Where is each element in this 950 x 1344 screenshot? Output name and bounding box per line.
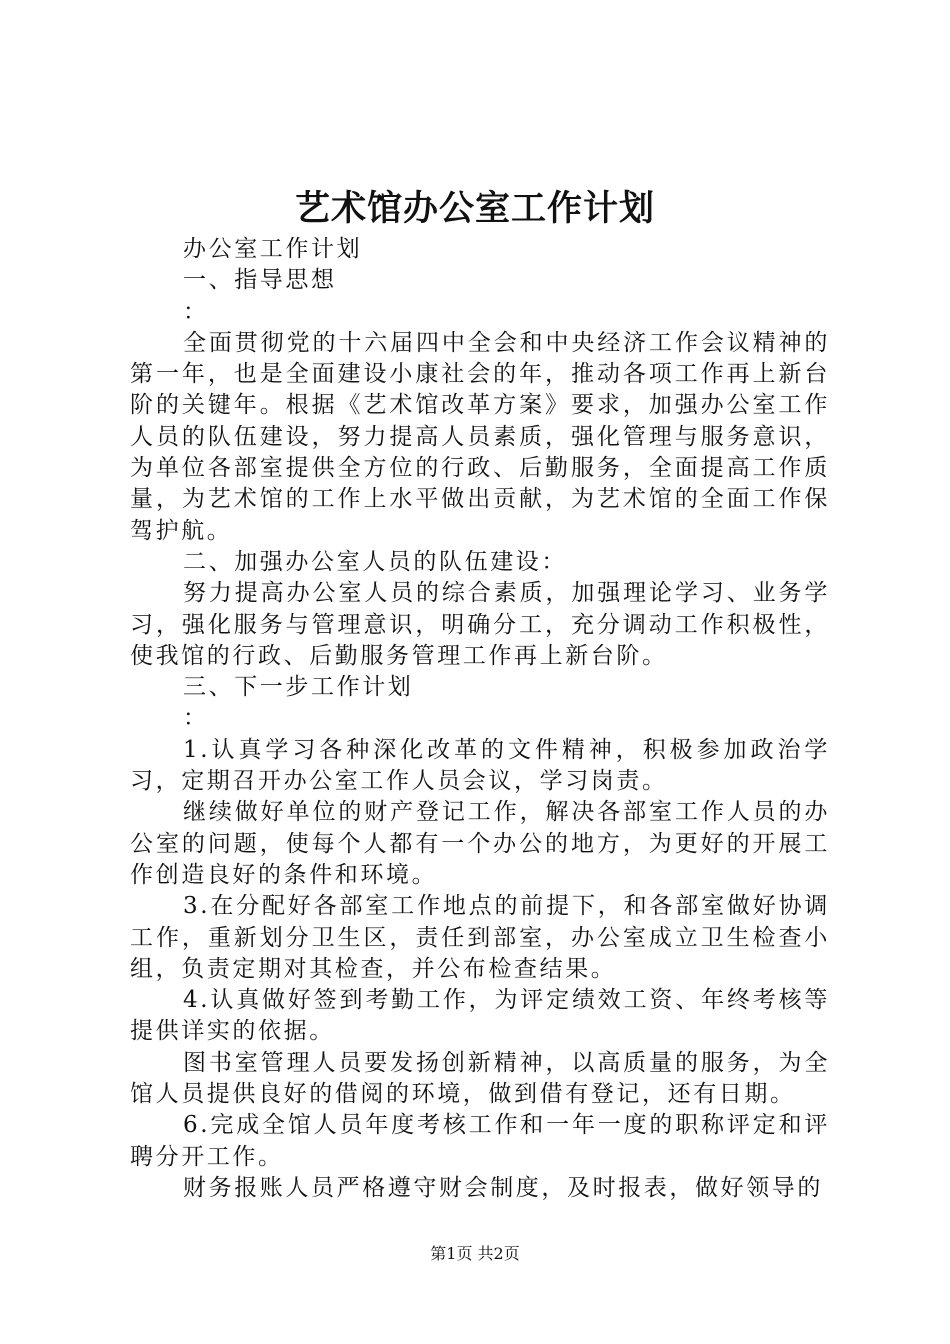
document-body xyxy=(130,234,830,1204)
list-item: 4.认真做好签到考勤工作，为评定绩效工资、年终考核等提供详实的依据。 xyxy=(130,987,830,1045)
paragraph: ： xyxy=(183,705,209,732)
list-item: 继续做好单位的财产登记工作，解决各部室工作人员的办公室的问题，使每个人都有一个办公的地方，为更好的开展工作创造良好的条件和环境。 xyxy=(130,799,830,888)
list-item: 图书室管理人员要发扬创新精神，以高质量的服务，为全馆人员提供良好的借阅的环境，做到借有登记，还有日期。 xyxy=(130,1049,830,1108)
section-heading: 三、下一步工作计划 xyxy=(183,674,414,701)
paragraph: 全面贯彻党的十六届四中全会和中央经济工作会议精神的第一年，也是全面建设小康社会的年，推动各项工作再上新台阶的关键年。根据《艺术馆改革方案》要求，加强办公室工作人员的队伍建设，努力提高人员素质，强化管理与服务意识，为单位各部室提供全方位的行政、后勤服务，全面提高工作质量，为艺术馆的工作上水平做出贡献，为艺术馆的全面工作保驾护航。 xyxy=(130,329,830,544)
paragraph: 努力提高办公室人员的综合素质，加强理论学习、业务学习，强化服务与管理意识，明确分工，充分调动工作积极性，使我馆的行政、后勤服务管理工作再上新台阶。 xyxy=(130,580,830,669)
list-item: 财务报账人员严格遵守财会制度，及时报表，做好领导的 xyxy=(183,1174,823,1201)
section-heading: 二、加强办公室人员的队伍建设： xyxy=(183,548,567,575)
list-item: 1.认真学习各种深化改革的文件精神，积极参加政治学习，定期召开办公室工作人员会议，学习岗责。 xyxy=(130,736,830,795)
page-number-footer: 第1页 共2页 xyxy=(430,1244,520,1263)
list-item: 6.完成全馆人员年度考核工作和一年一度的职称评定和评聘分开工作。 xyxy=(130,1112,830,1170)
section-heading: 一、指导思想 xyxy=(183,267,337,294)
paragraph: 办公室工作计划 xyxy=(183,236,363,262)
document-title: 艺术馆办公室工作计划 xyxy=(294,188,655,229)
list-item: 3.在分配好各部室工作地点的前提下，和各部室做好协调工作，重新划分卫生区，责任到部室，办公室成立卫生检查小组，负责定期对其检查，并公布检查结果。 xyxy=(130,893,830,982)
paragraph: ： xyxy=(183,298,209,325)
